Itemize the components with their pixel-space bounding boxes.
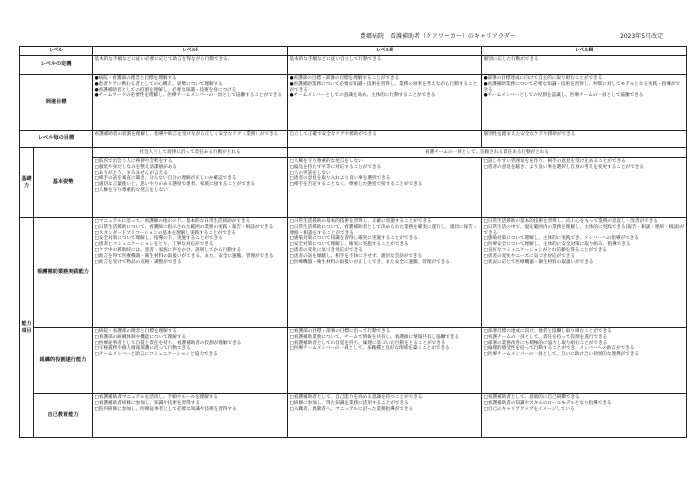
goal-level1 [93,75,288,131]
self-level1-line: □看護補助者マニュアルを活用し、手順やルールを理解する [94,395,219,400]
goal-level1-line: ●看護補助者としての役割を理解し、必要な知識・技術を身につける [94,87,237,93]
goal-level1-line: ●患者ケアに携わる者としての心構え、姿勢について理解する [94,81,223,87]
self-level1 [93,394,288,438]
nursing-level2-line: □患者の話を傾聴し、相手を不快にさせず、適切な会話ができる [289,253,423,259]
nursing-level1-line: □スタンダードプリコーションの基本を理解し実践することができる [94,230,236,236]
basic-level1-line: □ありがとう、すみませんが言える [94,170,168,176]
self-level3-line: □看護補助者として、意欲的に自己研鑽できる [483,395,580,400]
basic-level2-line: □偏見を持たず平等に対応することができる [289,164,382,170]
org-level1-line: □チームメンバーと助言にコミュニケーションと協力できる [94,352,218,358]
revision-date: 2023年5月改定 [620,33,664,40]
col-header-level: レベル [20,47,93,56]
basic-group-label: 基礎力 [20,148,34,218]
org-level1-line: □病院・看護部の理念と目標を理解する [94,329,177,334]
nursing-level1 [93,218,288,328]
basic-level1 [93,158,288,218]
org-level1 [93,328,288,394]
nursing-level2-line: □日常生活援助について、看護補助者として決められた業務を確実に遂行し、適切に報告・連絡・相談をすることができる [289,224,478,236]
org-level2-line: □看護補助業務について、チームで情報を共有し、看護師に情報共有し協働できる [289,334,460,340]
stage-goal-label: レベル毎の目標 [20,131,93,148]
self-level1-line: □看護補助者研修に参加し、知識や技術を習得する [94,400,200,406]
nursing-level3-line: □良好なコミュニケーションがとれ信頼を得ることができる [483,247,608,253]
goal-label: 到達目標 [20,75,93,131]
basic-level1-line: □人権を守り尊重的な発言をしない [94,187,168,193]
definition-level1: 基本的な手順などに従い必要に応じて助言を得ながら行動できる。 [93,56,288,75]
nursing-level3-line: □患者の変化やニーズに気づき対応ができる [483,253,575,259]
basic-level2-line: □人権を守り尊重的な発言をしない [289,159,363,164]
org-level3-line: □部署目標の達成に向け、他者と協働し取り組むことができる [483,329,612,334]
basic-level2-line: □人の世話をしない [289,170,331,176]
nursing-level1-line: □マニュアルに沿って、看護師の指示の下、基本的な日常生活援助ができる [94,219,251,224]
organizational-role-label: 組織的役割遂行能力 [34,328,93,394]
nursing-level2 [288,218,482,328]
nursing-level1-line: □ケア中の援助時には、患者・家族に声をかけ、説明してから行動する [94,247,242,253]
goal-level2-line: ●看護補助業務について必要な知識・技術を習得し、業務の効率を考えながら行動することができる [289,81,478,93]
org-level3-line: □部署の業務改善にも積極的に協力し取り組むことができる [483,340,608,346]
goal-level3-line: ●看護補助業務について必要な知識・技術を習得し、仲間に対してモデルとなる実践・指導ができる [483,81,681,93]
org-level1-line: □守秘義務や個人情報保護に沿って行動できる [94,346,191,352]
basic-header-level23: 看護チームの一員として、信頼される責任ある行動がとれる [288,148,687,158]
basic-attitude-label: 基本姿勢 [34,148,93,218]
nursing-level2-line: □患者の変化に気づき対応ができる [289,247,363,253]
definition-label: レベルの定義 [20,56,93,75]
nursing-level3 [482,218,687,328]
skills-group-label: 能力項目 [20,218,34,438]
basic-level1-line: □服装や身だしなみを整え清潔感がある [94,164,177,170]
self-level2-line: □入職者、異動者へ、マニュアルに沿った業務指導ができる [289,406,414,412]
basic-level1-line: □適切な言葉使いと、思いやりのある態度で患者、家族に接することができる [94,182,256,188]
self-education-label: 自己教育能力 [34,394,93,438]
nursing-level1-line: □患者とコミュニケーションをとり、丁寧な対応ができる [94,242,214,248]
self-level2 [288,394,482,438]
definition-level2: 基本的な手順などに従い自立して行動できる [288,56,482,75]
org-level3 [482,328,687,394]
org-level1-line: □医療従事者として自覚と責任を持ち、看護補助者の役割が理解できる [94,340,242,346]
goal-level3-line: ●部署の目標達成に向けて自主的に取り組むことができる [483,76,603,81]
goal-level2-line: ●チームメンバーとしての意識を高め、主体的に行動することができる [289,93,436,99]
definition-level3: 個別に応じた行動ができる [482,56,687,75]
org-level3-line: □医療チームメンバーの一員として、互いに助け合い効果的な連携ができる [483,352,640,358]
nursing-level2-line: □安全対策について理解し、確実に実施することができる [289,242,409,248]
basic-level1-line: □相手の話を素直に聞き、分らない自分の理解が正しいか確認できる [94,176,237,182]
page-header [0,30,695,42]
org-level3-line: □看護チームの一員として、責任を持って役割を遂行できる [483,334,608,340]
nursing-level1-line: □日常生活援助について、看護師に指示された範囲の業務の実践・報告・相談ができる [94,224,274,230]
nursing-level1-line: □助言を得て医療機器・衛生材料の取扱いができる。また、安全に運搬、管理ができる [94,253,274,259]
nursing-level2-line: □医療機器・衛生材料の取扱いが正しくでき、また安全に運搬、管理ができる [289,259,450,265]
goal-level3 [482,75,687,131]
basic-level1-line: □院内で出会う人に挨拶や会釈をする [94,159,173,164]
stage-goal-level3: 個別性を踏まえた安全なケアや援助ができる [482,131,687,148]
org-level2-line: □医療チームメンバーの一員として、多職種と良好な関係を築くことができる [289,346,450,352]
nursing-level3-line: □医療安全について理解し、主体的に安全対策に取り組み、指導できる [483,242,631,248]
nursing-level3-line: □状況に応じて医療機器・衛生材料の取扱いができる [483,259,594,265]
goal-level2-line: ●看護部の目標・部署の目標を理解することができる [289,76,400,81]
basic-level2-line: □患者の意見を取り入れより良い事を選択できる [289,176,391,182]
org-level2-line: □看護部の目標・部署の目標に沿って行動できる [289,329,391,334]
document-title: 豊郷病院 看護補助者（ケアワーカー）のキャリアラダー [360,33,516,40]
career-ladder-table [19,46,687,438]
org-level2-line: □看護補助者としての自覚を持ち、倫理に基づいた行動をとることができる [289,340,446,346]
nursing-level1-line: □助言を受けて物品の点検・調整ができる [94,259,182,265]
self-level2-line: □看護補助者として、自己能力を高める意識を持つことができる [289,395,423,400]
goal-level1-line: ●チームワークの必要性を理解し、医療チームメンバーの一員として協働することができる [94,93,282,99]
goal-level2 [288,75,482,131]
basic-level2-line: □相手を否定することなく、尊重した態度で接することができる [289,182,423,188]
basic-level2 [288,158,482,218]
nursing-level3-line: □日常生活の中で、規定範囲内の業務を理解し、主体的に実践できる(報告・相談・連絡・相談)ができる [483,224,685,236]
nursing-level3-line: □日常生活援助の基本的技術を習得し、向上心をもって業務の見直し・改善ができる [483,219,658,224]
nursing-level1-line: □安全対策について理解し、指導の下、実施することができる [94,236,223,242]
self-level3-line: □自己のキャリアアップをイメージしている [483,406,575,412]
basic-level3 [482,158,687,218]
col-header-level2: レベルⅡ [288,47,482,56]
org-level2 [288,328,482,394]
basic-level3-line: □患者の意見を聴き、より良い事を選択し自身の考えを変更することができる [483,164,644,170]
nursing-level3-line: □感染対策について理解し、主体的に実践でき、メンバーへの指導ができる [483,236,639,242]
self-level3-line: □看護補助者の知識やスキルのロールモデルとなり指導できる [483,400,612,406]
col-header-level1: レベルⅠ [93,47,288,56]
basic-header-level1: 社会人として規律に沿って責任ある行動がとれる [93,148,288,158]
stage-goal-level1: 看護補助者の役割を理解し、指導や助言を受けながら正しく安全なケア（業務）ができる [93,131,288,148]
self-level1-line: □院内研修に参加し、医療従事者として必要な知識や技術を習得する [94,406,237,412]
self-level3 [482,394,687,438]
nursing-level2-line: □日常生活援助の基本的技術を習得し、正確に実施することができる [289,219,432,224]
col-header-level3: レベルⅢ [482,47,687,56]
stage-goal-level2: 自立して正確で安全なケアや援助ができる [288,131,482,148]
goal-level1-line: ●病院・看護部の理念と目標を理解する [94,76,177,81]
nursing-practice-label: 看護補助業務実践能力 [34,218,93,328]
self-level2-line: □研修に参加し、得た知識を業務に活用することができる [289,400,409,406]
org-level1-line: □看護部の組織体制や機能について理解する [94,334,187,340]
basic-level3-line: □話しやすい雰囲気をを作り、相手の意見を受け止めることができる [483,159,626,164]
org-level3-line: □倫理的感受性を持って行動することができ、メンバーへの助言ができる [483,346,635,352]
goal-level3-line: ●チームメンバーとしての役割を認識し、医療チームの一員として協働できる [483,93,644,99]
nursing-level2-line: □感染対策について知識を習得し確実に実施することができる [289,236,418,242]
